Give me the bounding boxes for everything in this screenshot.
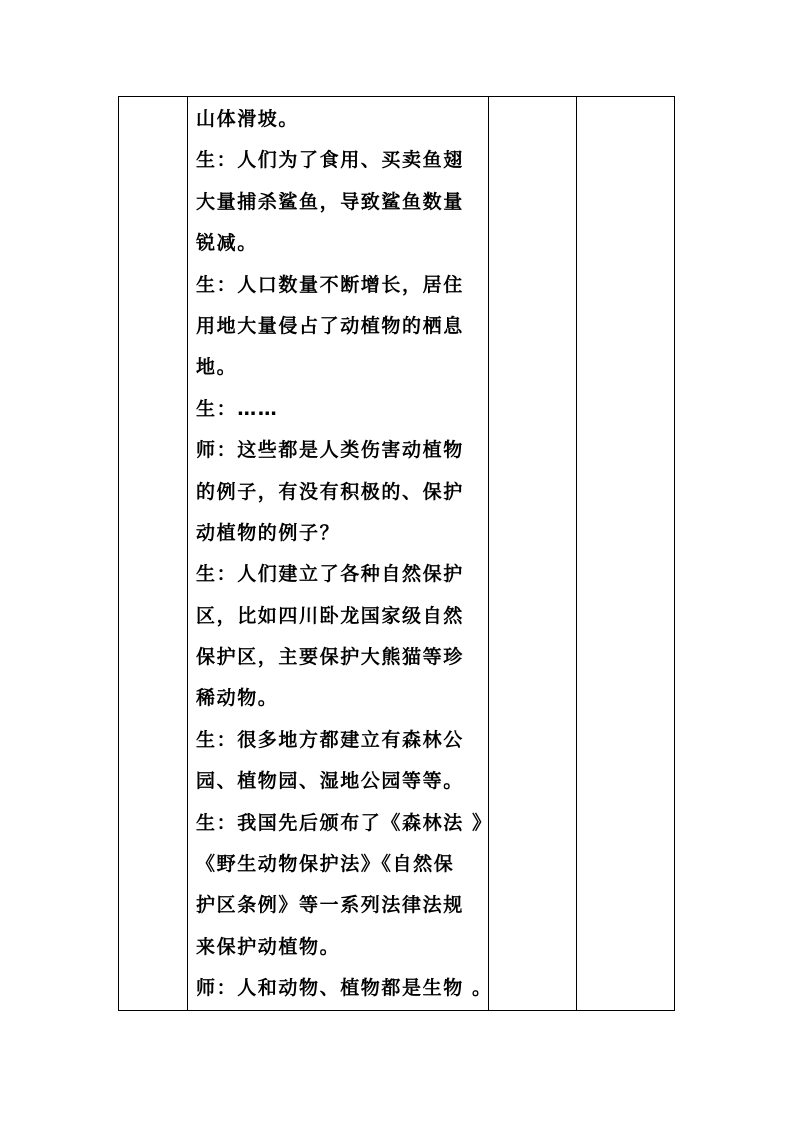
- content-line: 生：很多地方都建立有森林公: [196, 728, 464, 751]
- content-line: 生：人们为了食用、买卖鱼翅: [196, 149, 464, 172]
- content-line: 生：……: [196, 397, 279, 420]
- content-line: 保护区，主要保护大熊猫等珍: [196, 646, 464, 669]
- content-line: 用地大量侵占了动植物的栖息: [196, 314, 464, 337]
- content-line: 生：人们建立了各种自然保护: [196, 563, 464, 586]
- content-line: 稀动物。: [196, 687, 279, 710]
- content-line: 生：人口数量不断增长，居住: [196, 273, 464, 296]
- content-line: 地。: [196, 356, 238, 379]
- content-line: 锐减。: [196, 232, 258, 255]
- content-line: 山体滑坡。: [196, 108, 300, 130]
- content-line: 的例子，有没有积极的、保护: [196, 480, 464, 503]
- column-divider-3: [576, 97, 577, 1010]
- content-line: 生：我国先后颁布了《森林法 》: [196, 811, 493, 834]
- content-line: 大量捕杀鲨鱼，导致鲨鱼数量: [196, 190, 464, 213]
- content-line: 师：人和动物、植物都是生物 。: [196, 977, 493, 1000]
- content-line: 动植物的例子？: [196, 521, 341, 544]
- content-line: 园、植物园、湿地公园等等。: [196, 770, 464, 793]
- content-line: 《野生动物保护法》《自然保: [196, 853, 455, 876]
- content-line: 区，比如四川卧龙国家级自然: [196, 604, 464, 627]
- column-divider-2: [488, 97, 489, 1010]
- content-line: 师：这些都是人类伤害动植物: [196, 439, 464, 462]
- content-line: 护区条例》等一系列法律法规: [196, 894, 464, 917]
- content-line: 来保护动植物。: [196, 935, 341, 958]
- lesson-table: [118, 96, 675, 1011]
- teaching-content-cell: [188, 97, 493, 1010]
